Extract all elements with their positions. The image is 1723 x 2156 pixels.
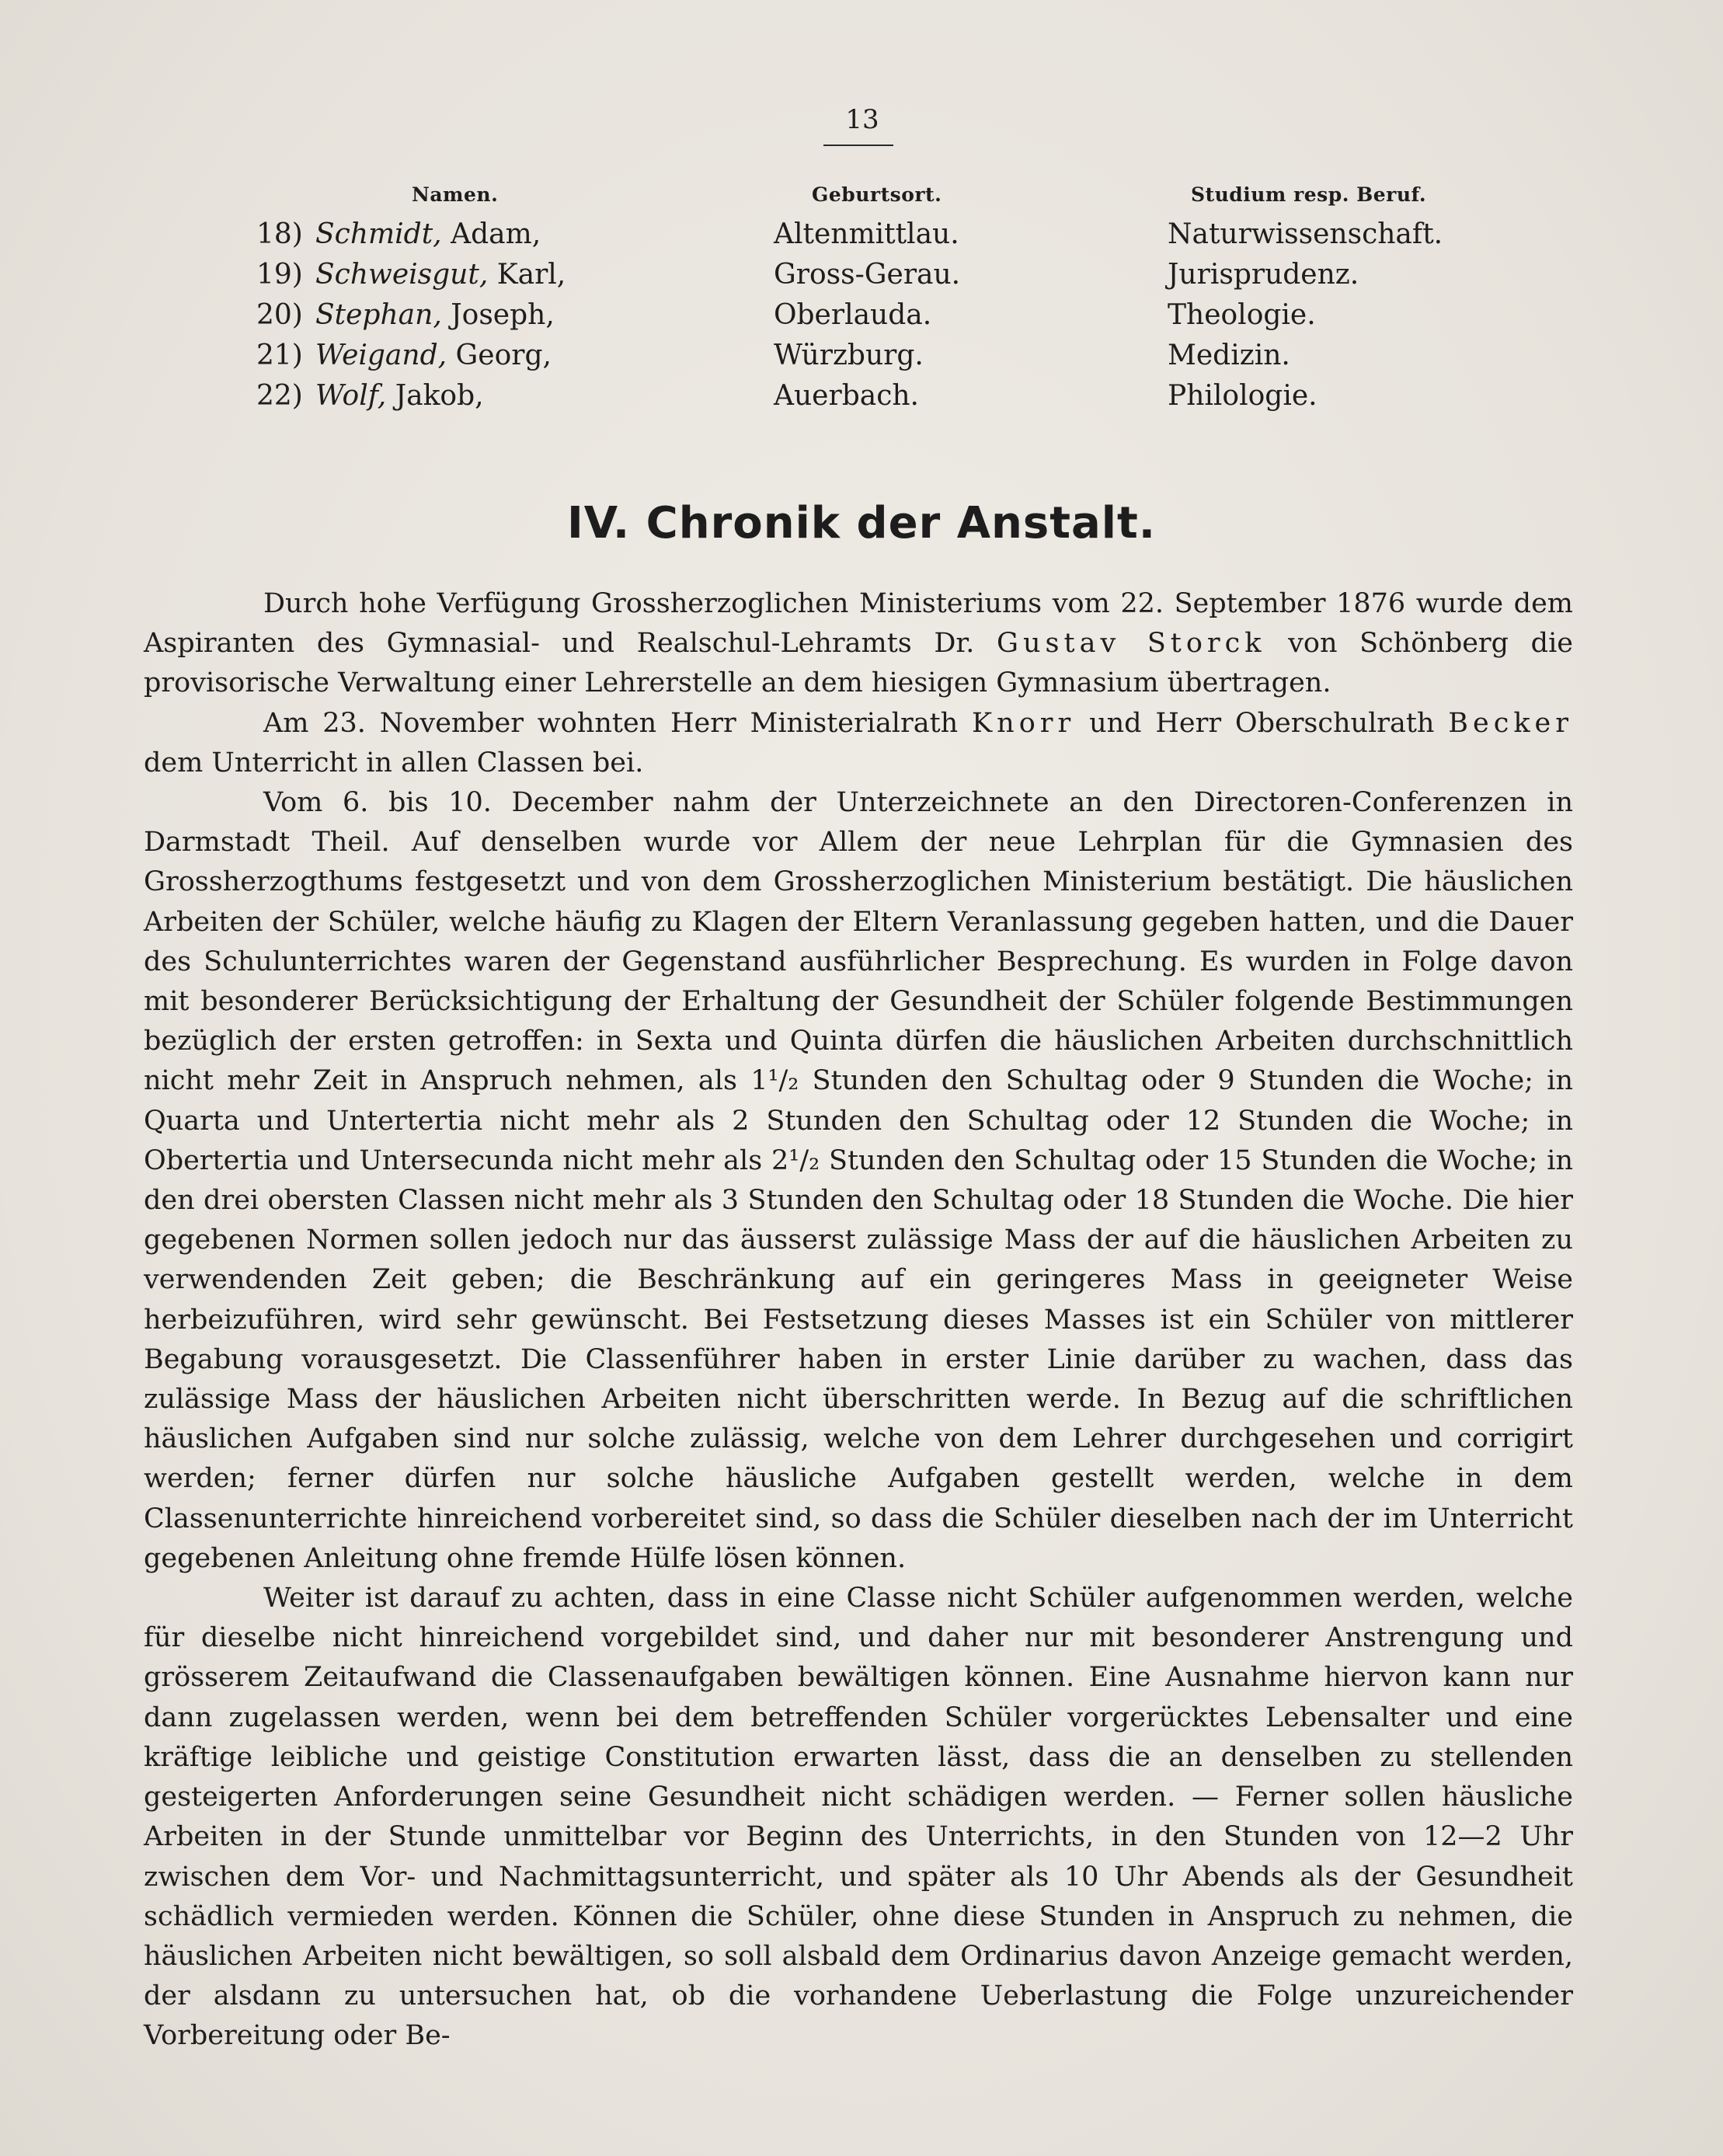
- row-number: 22): [256, 380, 303, 412]
- paragraph-text: von Schönberg die provisorische Verwaltung einer Lehrerstelle an dem hiesigen Gymnasium übertragen.: [144, 628, 1573, 699]
- student-given-name: Karl,: [496, 259, 566, 291]
- page-number-rule: [823, 145, 893, 146]
- paragraph-text: dem Unterricht in allen Classen bei.: [144, 747, 644, 778]
- person-name: Gustav Storck: [997, 628, 1266, 660]
- paragraph-text: Durch hohe Verfügung Grossherzoglichen Ministeriums vom 22. September 1876 wurde dem Aspiranten des Gymnasial- und Realschul-Lehramts Dr.: [144, 588, 1573, 660]
- person-name: Becker: [1448, 707, 1573, 739]
- table-row: [0, 214, 1723, 255]
- table-row: [0, 295, 1723, 336]
- table-row: [0, 255, 1723, 295]
- study-field: Medizin.: [1168, 340, 1290, 371]
- paragraph: Vom 6. bis 10. December nahm der Unterzeichnete an den Directoren-Conferenzen in Darmstadt Theil. Auf denselben wurde vor Allem der neue Lehrplan für die Gymnasien des Grossherzogthums festgesetzt und von dem Grossherzoglichen Ministerium bestätigt. Die häuslichen Arbeiten der Schüler, welche häufig zu Klagen der Eltern Veranlassung gegeben hatten, und die Dauer des Schulunterrichtes waren der Gegenstand ausführlicher Besprechung. Es wurden in Folge davon mit besonderer Berücksichtigung der Erhaltung der Gesundheit der Schüler folgende Bestimmungen bezüglich der ersten getroffen: in Sexta und Quinta dürfen die häuslichen Arbeiten durchschnittlich nicht mehr Zeit in Anspruch nehmen, als 1¹/₂ Stunden den Schultag oder 9 Stunden die Woche; in Quarta und Untertertia nicht mehr als 2 Stunden den Schultag oder 12 Stunden die Woche; in Obertertia und Untersecunda nicht mehr als 2¹/₂ Stunden den Schultag oder 15 Stunden die Woche; in den drei obersten Classen nicht mehr als 3 Stunden den Schultag oder 18 Stunden die Woche. Die hier gegebenen Normen sollen jedoch nur das äusserst zulässige Mass der auf die häuslichen Arbeiten zu verwendenden Zeit geben; die Beschränkung auf ein geringeres Mass in geeigneter Weise herbeizuführen, wird sehr gewünscht. Bei Festsetzung dieses Masses ist ein Schüler von mittlerer Begabung vorausgesetzt. Die Classenführer haben in erster Linie darüber zu wachen, dass das zulässige Mass der häuslichen Arbeiten nicht überschritten werde. In Bezug auf die schriftlichen häuslichen Aufgaben sind nur solche zulässig, welche von dem Lehrer durchgesehen und corrigirt werden; ferner dürfen nur solche häusliche Aufgaben gestellt werden, welche in dem Classenunterrichte hinreichend vorbereitet sind, so dass die Schüler dieselben nach der im Unterricht gegebenen Anleitung ohne fremde Hülfe lösen können.: [144, 787, 1573, 1574]
- page-number: 13: [845, 104, 879, 135]
- person-name: Knorr: [972, 707, 1076, 739]
- student-surname: Weigand,: [315, 340, 447, 371]
- student-name: [315, 214, 541, 255]
- birthplace: Oberlauda.: [774, 299, 932, 331]
- section-title: IV. Chronik der Anstalt.: [566, 498, 1157, 549]
- column-header-birthplace: Geburtsort.: [812, 183, 942, 206]
- birthplace: Gross-Gerau.: [774, 259, 961, 291]
- student-given-name: Georg,: [455, 340, 552, 371]
- paragraph-text: Am 23. November wohnten Herr Ministerialrath: [263, 707, 959, 739]
- student-given-name: Joseph,: [451, 299, 555, 331]
- paragraph-text: und Herr Oberschulrath: [1089, 707, 1435, 739]
- paragraph: [144, 704, 1573, 783]
- study-field: Theologie.: [1168, 299, 1316, 331]
- chronicle-text: [144, 584, 1573, 2057]
- row-number: 18): [256, 218, 303, 250]
- student-name: [315, 336, 552, 376]
- student-surname: Wolf,: [315, 380, 387, 412]
- student-surname: Schweisgut,: [315, 259, 489, 291]
- row-number: 20): [256, 299, 303, 331]
- paragraph: [144, 584, 1573, 704]
- table-row: [0, 336, 1723, 376]
- student-given-name: Adam,: [451, 218, 541, 250]
- study-field: Jurisprudenz.: [1168, 259, 1359, 291]
- student-name: [315, 295, 555, 336]
- row-number: 19): [256, 259, 303, 291]
- study-field: Naturwissenschaft.: [1168, 218, 1443, 250]
- row-number: 21): [256, 340, 303, 371]
- column-header-names: Namen.: [412, 183, 499, 206]
- birthplace: Würzburg.: [774, 340, 924, 371]
- student-given-name: Jakob,: [395, 380, 484, 412]
- column-header-study: Studium resp. Beruf.: [1191, 183, 1427, 206]
- student-name: [315, 255, 566, 295]
- birthplace: Altenmittlau.: [774, 218, 959, 250]
- student-name: [315, 376, 484, 416]
- birthplace: Auerbach.: [774, 380, 919, 412]
- paragraph: Weiter ist darauf zu achten, dass in eine Classe nicht Schüler aufgenommen werden, welche für dieselbe nicht hinreichend vorgebildet sind, und daher nur mit besonderer Anstrengung und grösserem Zeitaufwand die Classenaufgaben bewältigen können. Eine Ausnahme hiervon kann nur dann zugelassen werden, wenn bei dem betreffenden Schüler vorgerücktes Lebensalter und eine kräftige leibliche und geistige Constitution erwarten lässt, dass die an denselben zu stellenden gesteigerten Anforderungen seine Gesundheit nicht schädigen werden. — Ferner sollen häusliche Arbeiten in der Stunde unmittelbar vor Beginn des Unterrichts, in den Stunden von 12—2 Uhr zwischen dem Vor- und Nachmittagsunterricht, und später als 10 Uhr Abends als der Gesundheit schädlich vermieden werden. Können die Schüler, ohne diese Stunden in Anspruch zu nehmen, die häuslichen Arbeiten nicht bewältigen, so soll alsbald dem Ordinarius davon Anzeige gemacht werden, der alsdann zu untersuchen hat, ob die vorhandene Ueberlastung die Folge unzureichender Vorbereitung oder Be-: [144, 1583, 1573, 2052]
- student-surname: Schmidt,: [315, 218, 442, 250]
- table-row: [0, 376, 1723, 416]
- study-field: Philologie.: [1168, 380, 1317, 412]
- student-surname: Stephan,: [315, 299, 442, 331]
